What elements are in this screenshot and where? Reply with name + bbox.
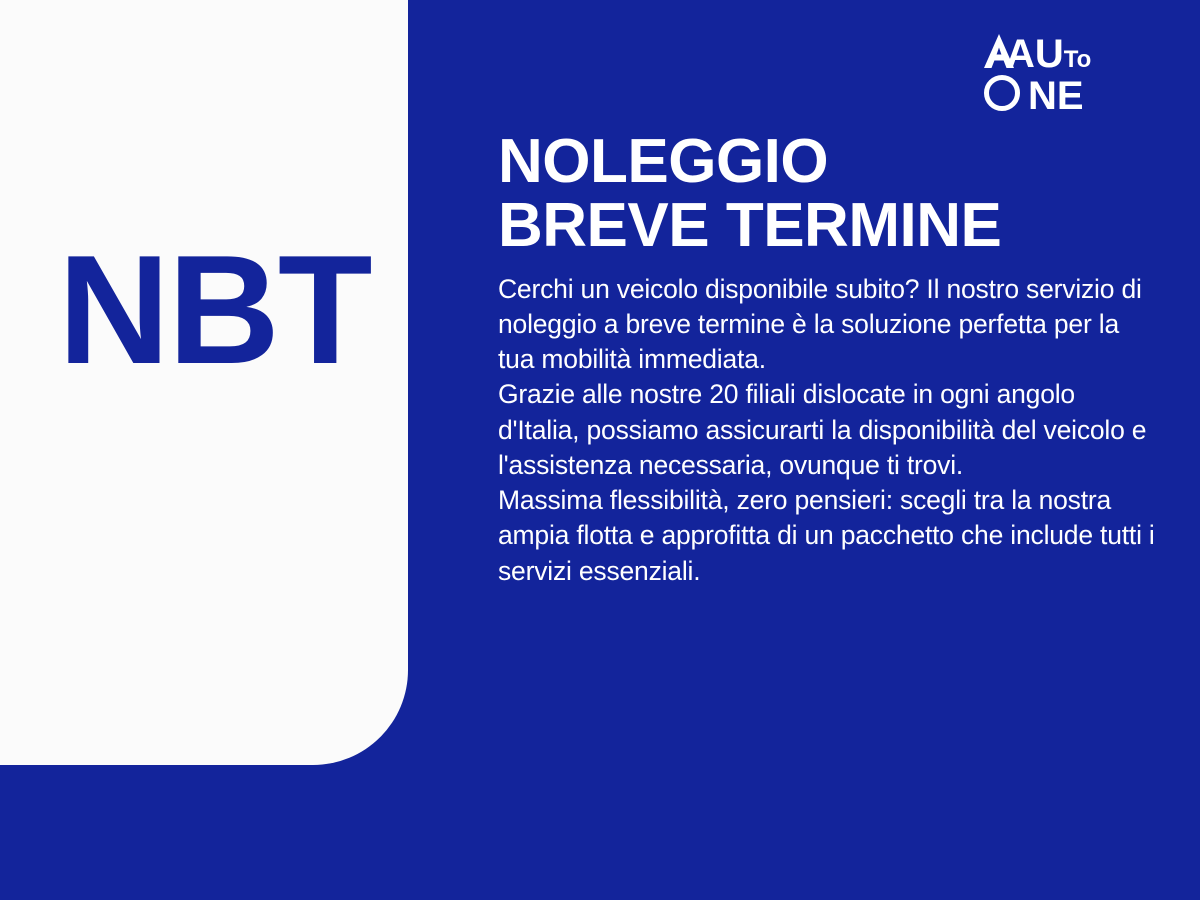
nbt-monogram: NBT — [58, 223, 371, 396]
body-paragraph-1: Cerchi un veicolo disponibile subito? Il nostro servizio di noleggio a breve termine è la soluzione perfetta per la tua mobilità immediata. — [498, 273, 1142, 375]
logo-o-icon — [984, 75, 1020, 111]
headline-line-2: BREVE TERMINE — [498, 190, 1002, 260]
body-paragraph-3: Massima flessibilità, zero pensieri: scegli tra la nostra ampia flotta e approfitta di un pacchetto che include tutti i servizi essenziali. — [498, 485, 1155, 586]
body-copy — [498, 272, 1158, 589]
page-title — [498, 127, 1158, 260]
brand-to-text: To — [1063, 46, 1092, 73]
brand-au-text: AU — [1006, 32, 1064, 76]
brand-logo — [984, 28, 1154, 120]
content-column — [498, 127, 1158, 589]
body-paragraph-2: Grazie alle nostre 20 filiali dislocate in ogni angolo d'Italia, possiamo assicurarti la disponibilità del veicolo e l'assistenza necessaria, ovunque ti trovi. — [498, 379, 1147, 480]
left-white-panel — [0, 0, 408, 765]
headline-line-1: NOLEGGIO — [498, 127, 829, 196]
brand-line-top — [1006, 34, 1091, 74]
brand-line-bottom: NE — [1028, 74, 1084, 118]
